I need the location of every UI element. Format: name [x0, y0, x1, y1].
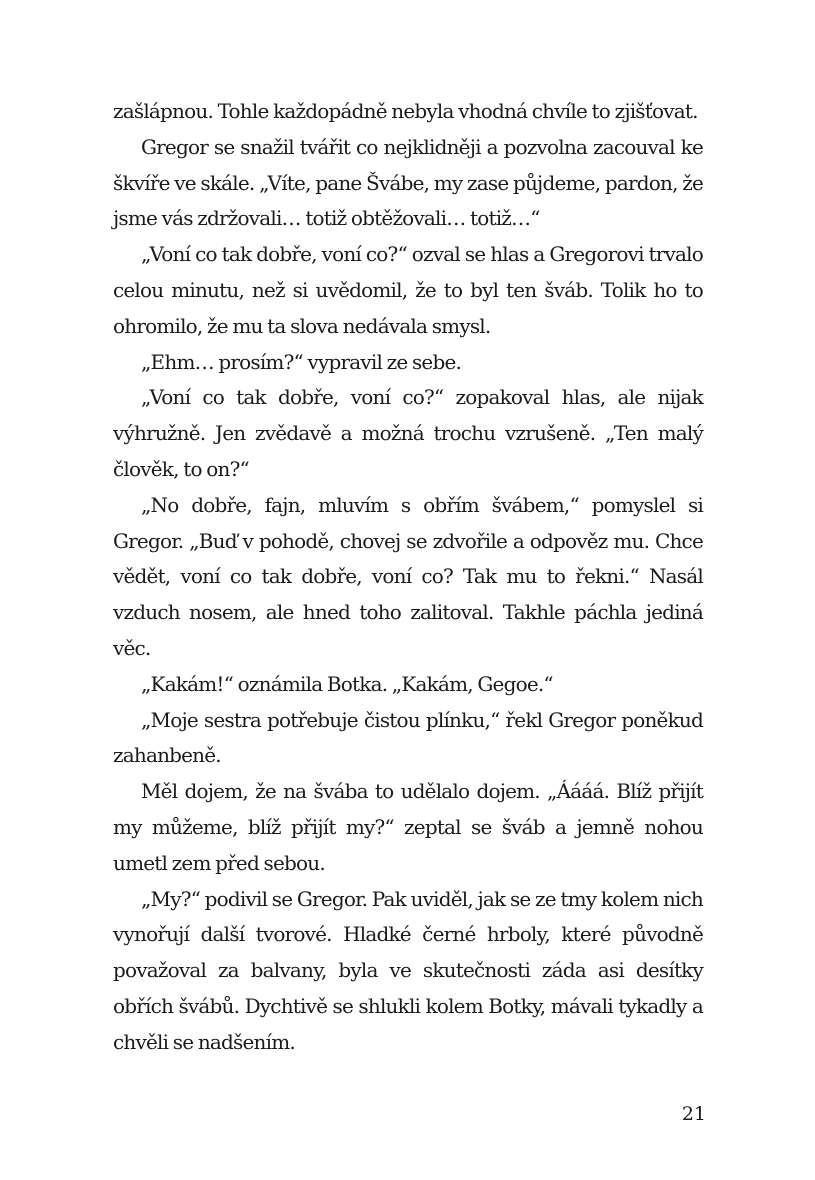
paragraph-3: „Voní co tak dobře, voní co?“ ozval se hlas a Gregorovi trvalo celou minutu, než si uvědomil, že to byl ten šváb. Tolik ho to ohromilo, že mu ta slova nedávala smysl.: [113, 242, 703, 338]
page-number: 21: [681, 1103, 706, 1125]
paragraph-10: „My?“ podivil se Gregor. Pak uviděl, jak se ze tmy kolem nich vynořují další tvorové. Hladké černé hrboly, které původně považoval za balvany, byla ve skutečnosti záda asi desítky obřích švábů. Dychtivě se shlukli kolem Botky, mávali tykadly a chvěli se nadšením.: [113, 886, 703, 1054]
paragraph-7: „Kakám!“ oznámila Botka. „Kakám, Gegoe.“: [141, 671, 553, 696]
paragraph-1: zašlápnou. Tohle každopádně nebyla vhodná chvíle to zjišťovat.: [113, 99, 698, 123]
paragraph-8: „Moje sestra potřebuje čistou plínku,“ řekl Gregor poněkud zahanbeně.: [113, 707, 703, 768]
paragraph-6: „No dobře, fajn, mluvím s obřím švábem,“ pomyslel si Gregor. „Buď v pohodě, chovej se zdvořile a odpověz mu. Chce vědět, voní co tak dobře, voní co? Tak mu to řekni.“ Nasál vzduch nosem, ale hned toho zalitoval. Takhle páchla jediná věc.: [113, 492, 703, 660]
book-page-text: [113, 94, 703, 1061]
paragraph-4: „Ehm… prosím?“ vypravil ze sebe.: [141, 349, 462, 374]
paragraph-9: Měl dojem, že na švába to udělalo dojem. „Áááá. Blíž přijít my můžeme, blíž přijít my?“ zeptal se šváb a jemně nohou umetl zem před sebou.: [113, 779, 703, 875]
paragraph-5: „Voní co tak dobře, voní co?“ zopakoval hlas, ale nijak výhružně. Jen zvědavě a možná trochu vzrušeně. „Ten malý člověk, to on?“: [113, 385, 703, 481]
paragraph-2: Gregor se snažil tvářit co nejklidněji a pozvolna zacouval ke škvíře ve skále. „Víte, pane Švábe, my zase půjdeme, pardon, že jsme vás zdržovali… totiž obtěžovali… totiž…“: [113, 134, 703, 231]
